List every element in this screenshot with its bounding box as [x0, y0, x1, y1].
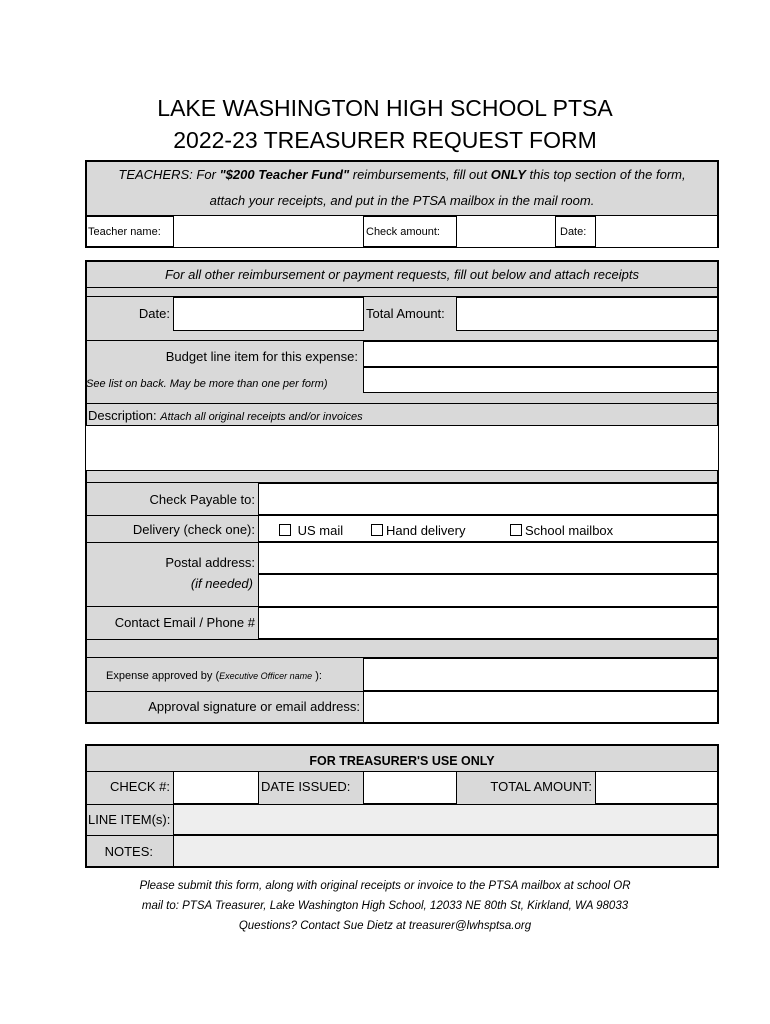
check-amount-label: Check amount: — [366, 226, 440, 238]
delivery-option-us-mail[interactable] — [279, 523, 343, 539]
checkbox-icon[interactable] — [371, 524, 383, 536]
check-number-label: CHECK #: — [110, 779, 170, 794]
checkbox-icon[interactable] — [279, 524, 291, 536]
line-items-label: LINE ITEM(s): — [88, 812, 171, 827]
delivery-option-hand-delivery[interactable] — [371, 523, 466, 539]
footer-line-3: Questions? Contact Sue Dietz at treasurer@lwhsptsa.org — [238, 920, 532, 932]
total-amount-input[interactable] — [456, 297, 718, 331]
teacher-note-only: ONLY — [490, 167, 526, 182]
divider — [86, 639, 718, 658]
check-payable-label: Check Payable to: — [149, 492, 255, 507]
approved-by-label — [106, 668, 322, 684]
delivery-option-label: Hand delivery — [386, 523, 466, 538]
check-number-input[interactable] — [173, 771, 259, 804]
divider — [86, 287, 718, 297]
teacher-note-middle: reimbursements, fill out — [349, 167, 491, 182]
treasurer-heading: FOR TREASURER'S USE ONLY — [309, 754, 495, 768]
approved-by-hint: Executive Officer name — [219, 671, 313, 681]
footer-line-1: Please submit this form, along with original receipts or invoice to the PTSA mailbox at school OR — [139, 880, 631, 892]
checkbox-icon[interactable] — [510, 524, 522, 536]
footer-line-2: mail to: PTSA Treasurer, Lake Washington High School, 12033 NE 80th St, Kirkland, WA 98033 — [141, 900, 629, 912]
delivery-option-label: School mailbox — [525, 523, 614, 538]
delivery-option-label: US mail — [297, 523, 344, 538]
budget-line-input-1[interactable] — [363, 341, 718, 367]
postal-address-label: Postal address: — [165, 555, 255, 570]
notes-label: NOTES: — [104, 844, 153, 859]
main-date-input[interactable] — [173, 297, 364, 331]
divider — [86, 606, 258, 607]
divider — [86, 393, 718, 404]
main-section-heading: For all other reimbursement or payment requests, fill out below and attach receipts — [164, 267, 639, 282]
teacher-fund-name: "$200 Teacher Fund" — [219, 167, 350, 182]
postal-address-input-2[interactable] — [258, 574, 718, 607]
budget-line-input-2[interactable] — [363, 367, 718, 393]
delivery-option-school-mailbox[interactable] — [510, 523, 613, 539]
teacher-date-input[interactable] — [595, 215, 719, 248]
teacher-note-line-2: attach your receipts, and put in the PTSA mailbox in the mail room. — [209, 193, 595, 208]
teacher-name-input[interactable] — [173, 215, 364, 248]
description-note: Attach all original receipts and/or invoices — [160, 411, 363, 423]
form-title-line-2: 2022-23 TREASURER REQUEST FORM — [173, 127, 597, 153]
teacher-note-line-1 — [87, 167, 717, 183]
divider — [86, 542, 258, 543]
approved-by-prefix: Expense approved by ( — [106, 670, 220, 682]
main-date-label: Date: — [138, 306, 170, 321]
divider — [86, 331, 718, 341]
date-issued-label: DATE ISSUED: — [261, 779, 351, 794]
approval-signature-input[interactable] — [363, 691, 718, 723]
teacher-name-label: Teacher name: — [88, 226, 161, 238]
teacher-note-prefix: TEACHERS: For — [118, 167, 220, 182]
divider — [86, 471, 718, 483]
notes-input[interactable] — [173, 835, 718, 867]
check-amount-input[interactable] — [456, 215, 556, 248]
date-issued-input[interactable] — [363, 771, 457, 804]
form-title-line-1: LAKE WASHINGTON HIGH SCHOOL PTSA — [157, 95, 613, 121]
approved-by-suffix: ): — [312, 670, 322, 682]
approval-signature-label: Approval signature or email address: — [148, 699, 360, 714]
total-amount-label: Total Amount: — [366, 306, 445, 321]
treasurer-total-amount-label: TOTAL AMOUNT: — [490, 779, 592, 794]
teacher-date-label: Date: — [560, 226, 587, 238]
budget-line-label: Budget line item for this expense: — [165, 349, 358, 364]
treasurer-total-amount-input[interactable] — [595, 771, 718, 804]
delivery-label: Delivery (check one): — [132, 522, 255, 537]
line-items-input[interactable] — [173, 804, 718, 835]
postal-address-note: (if needed) — [190, 576, 253, 591]
contact-input[interactable] — [258, 607, 718, 639]
budget-line-note: See list on back. May be more than one per form) — [86, 378, 328, 390]
approved-by-input[interactable] — [363, 658, 718, 691]
teacher-note-suffix: this top section of the form, — [525, 167, 686, 182]
postal-address-input-1[interactable] — [258, 542, 718, 574]
description-label: Description: — [88, 408, 157, 423]
divider — [86, 515, 258, 516]
divider — [86, 691, 363, 692]
contact-label: Contact Email / Phone # — [114, 615, 255, 630]
description-label-row — [88, 408, 363, 425]
check-payable-input[interactable] — [258, 483, 718, 515]
description-input[interactable] — [86, 425, 718, 471]
